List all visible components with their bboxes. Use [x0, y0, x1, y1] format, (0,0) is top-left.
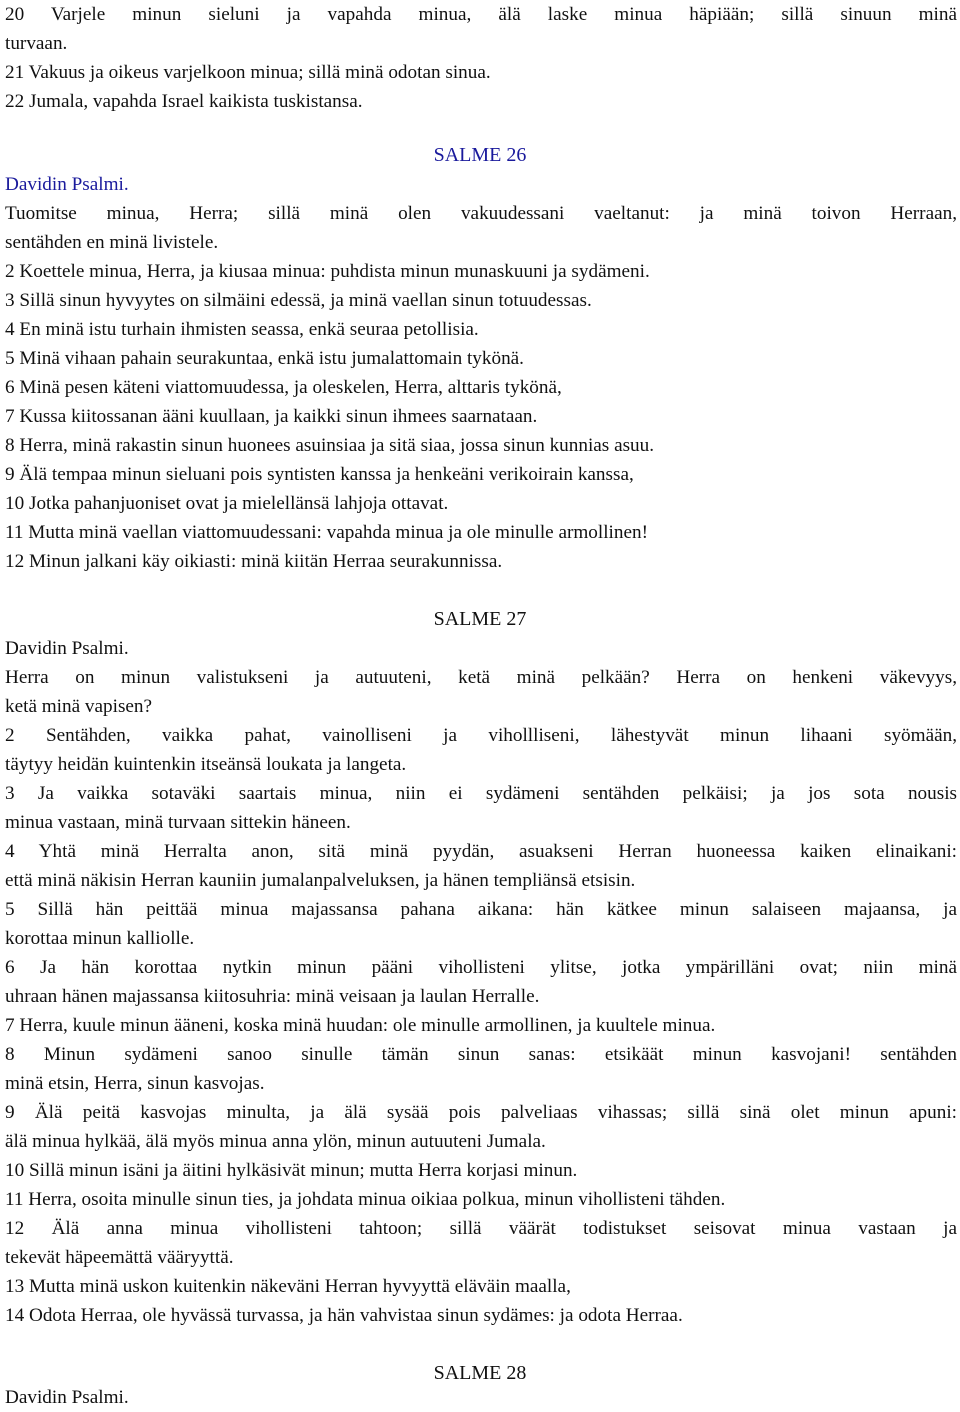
- verse-line: 14 Odota Herraa, ole hyvässä turvassa, ja hän vahvistaa sinun sydämes: ja odota Herraa.: [5, 1305, 683, 1326]
- verse-line: 3 Ja vaikka sotaväki saartais minua, niin ei sydämeni sentähden pelkäisi; ja jos sota nousis: [5, 783, 957, 804]
- verse-line: 3 Sillä sinun hyvyytes on silmäini edessä, ja minä vaellan sinun totuudessas.: [5, 290, 592, 311]
- verse-line: 9 Älä peitä kasvojas minulta, ja älä sysää pois palveliaas vihassas; sillä sinä olet minun apuni:: [5, 1102, 957, 1123]
- verse-line: Herra on minun valistukseni ja autuuteni, ketä minä pelkään? Herra on henkeni väkevyys,: [5, 667, 957, 688]
- verse-line: 8 Minun sydämeni sanoo sinulle tämän sinun sanas: etsikäät minun kasvojani! sentähden: [5, 1044, 957, 1065]
- verse-line: uhraan hänen majassansa kiitosuhria: minä veisaan ja laulan Herralle.: [5, 986, 540, 1007]
- verse-line: älä minua hylkää, älä myös minua anna ylön, minun autuuteni Jumala.: [5, 1131, 546, 1152]
- verse-line: 11 Herra, osoita minulle sinun ties, ja johdata minua oikiaa polkua, minun vihollisteni tähden.: [5, 1189, 726, 1210]
- verse-line: 6 Minä pesen käteni viattomuudessa, ja oleskelen, Herra, alttaris tykönä,: [5, 377, 562, 398]
- verse-line: ketä minä vapisen?: [5, 696, 153, 717]
- psalm-heading: [0, 141, 960, 170]
- verse-line: minä etsin, Herra, sinun kasvojas.: [5, 1073, 265, 1094]
- psalm-subtitle: Davidin Psalmi.: [5, 174, 129, 195]
- verse-line: 6 Ja hän korottaa nytkin minun pääni vihollisteni ylitse, jotka ympärilläni ovat; niin minä: [5, 957, 957, 978]
- verse-line: 4 En minä istu turhain ihmisten seassa, enkä seuraa petollisia.: [5, 319, 479, 340]
- verse-line: minua vastaan, minä turvaan sittekin häneen.: [5, 812, 351, 833]
- verse-line: 5 Sillä hän peittää minua majassansa pahana aikana: hän kätkee minun salaiseen majaansa, ja: [5, 899, 957, 920]
- psalm-heading: [0, 605, 960, 634]
- verse-line: Tuomitse minua, Herra; sillä minä olen vakuudessani vaeltanut: ja minä toivon Herraan,: [5, 203, 957, 224]
- verse-line: 7 Herra, kuule minun ääneni, koska minä huudan: ole minulle armollinen, ja kuultele minua.: [5, 1015, 716, 1036]
- verse-line: 11 Mutta minä vaellan viattomuudessani: vapahda minua ja ole minulle armollinen!: [5, 522, 648, 543]
- verse-line: 10 Jotka pahanjuoniset ovat ja mielellänsä lahjoja ottavat.: [5, 493, 449, 514]
- verse-line: 10 Sillä minun isäni ja äitini hylkäsivät minun; mutta Herra korjasi minun.: [5, 1160, 578, 1181]
- psalm-heading-text: SALME 28: [433, 1362, 527, 1384]
- verse-line: 20 Varjele minun sieluni ja vapahda minua, älä laske minua häpiään; sillä sinuun minä: [5, 4, 957, 25]
- verse-line: korottaa minun kalliolle.: [5, 928, 195, 949]
- verse-line: 21 Vakuus ja oikeus varjelkoon minua; sillä minä odotan sinua.: [5, 62, 491, 83]
- verse-line: 7 Kussa kiitossanan ääni kuullaan, ja kaikki sinun ihmees saarnataan.: [5, 406, 538, 427]
- verse-line: 2 Koettele minua, Herra, ja kiusaa minua: puhdista minun munaskuuni ja sydämeni.: [5, 261, 650, 282]
- psalm-heading-text: SALME 27: [433, 608, 527, 630]
- verse-line: sentähden en minä livistele.: [5, 232, 219, 253]
- verse-line: 12 Älä anna minua vihollisteni tahtoon; sillä väärät todistukset seisovat minua vastaan ja: [5, 1218, 957, 1239]
- verse-line: 5 Minä vihaan pahain seurakuntaa, enkä istu jumalattomain tykönä.: [5, 348, 524, 369]
- verse-line: 12 Minun jalkani käy oikiasti: minä kiitän Herraa seurakunnissa.: [5, 551, 503, 572]
- verse-line: 13 Mutta minä uskon kuitenkin näkeväni Herran hyvyyttä eläväin maalla,: [5, 1276, 571, 1297]
- verse-line: täytyy heidän kuintenkin itseänsä loukata ja langeta.: [5, 754, 407, 775]
- psalm-subtitle: Davidin Psalmi.: [5, 1387, 129, 1408]
- verse-line: 8 Herra, minä rakastin sinun huonees asuinsiaa ja sitä siaa, jossa sinun kunnias asuu.: [5, 435, 655, 456]
- verse-line: 9 Älä tempaa minun sieluani pois syntisten kanssa ja henkeäni verikoirain kanssa,: [5, 464, 634, 485]
- verse-line: 22 Jumala, vapahda Israel kaikista tuskistansa.: [5, 91, 363, 112]
- psalm-subtitle: Davidin Psalmi.: [5, 638, 129, 659]
- verse-line: että minä näkisin Herran kauniin jumalanpalveluksen, ja hänen templiänsä etsisin.: [5, 870, 636, 891]
- verse-line: turvaan.: [5, 33, 68, 54]
- verse-line: 4 Yhtä minä Herralta anon, sitä minä pyydän, asuakseni Herran huoneessa kaiken elinaikani:: [5, 841, 957, 862]
- verse-line: tekevät häpeemättä vääryyttä.: [5, 1247, 234, 1268]
- psalm-heading-text: SALME 26: [433, 144, 527, 166]
- verse-line: 2 Sentähden, vaikka pahat, vainolliseni ja vihollliseni, lähestyvät minun lihaani syömään,: [5, 725, 957, 746]
